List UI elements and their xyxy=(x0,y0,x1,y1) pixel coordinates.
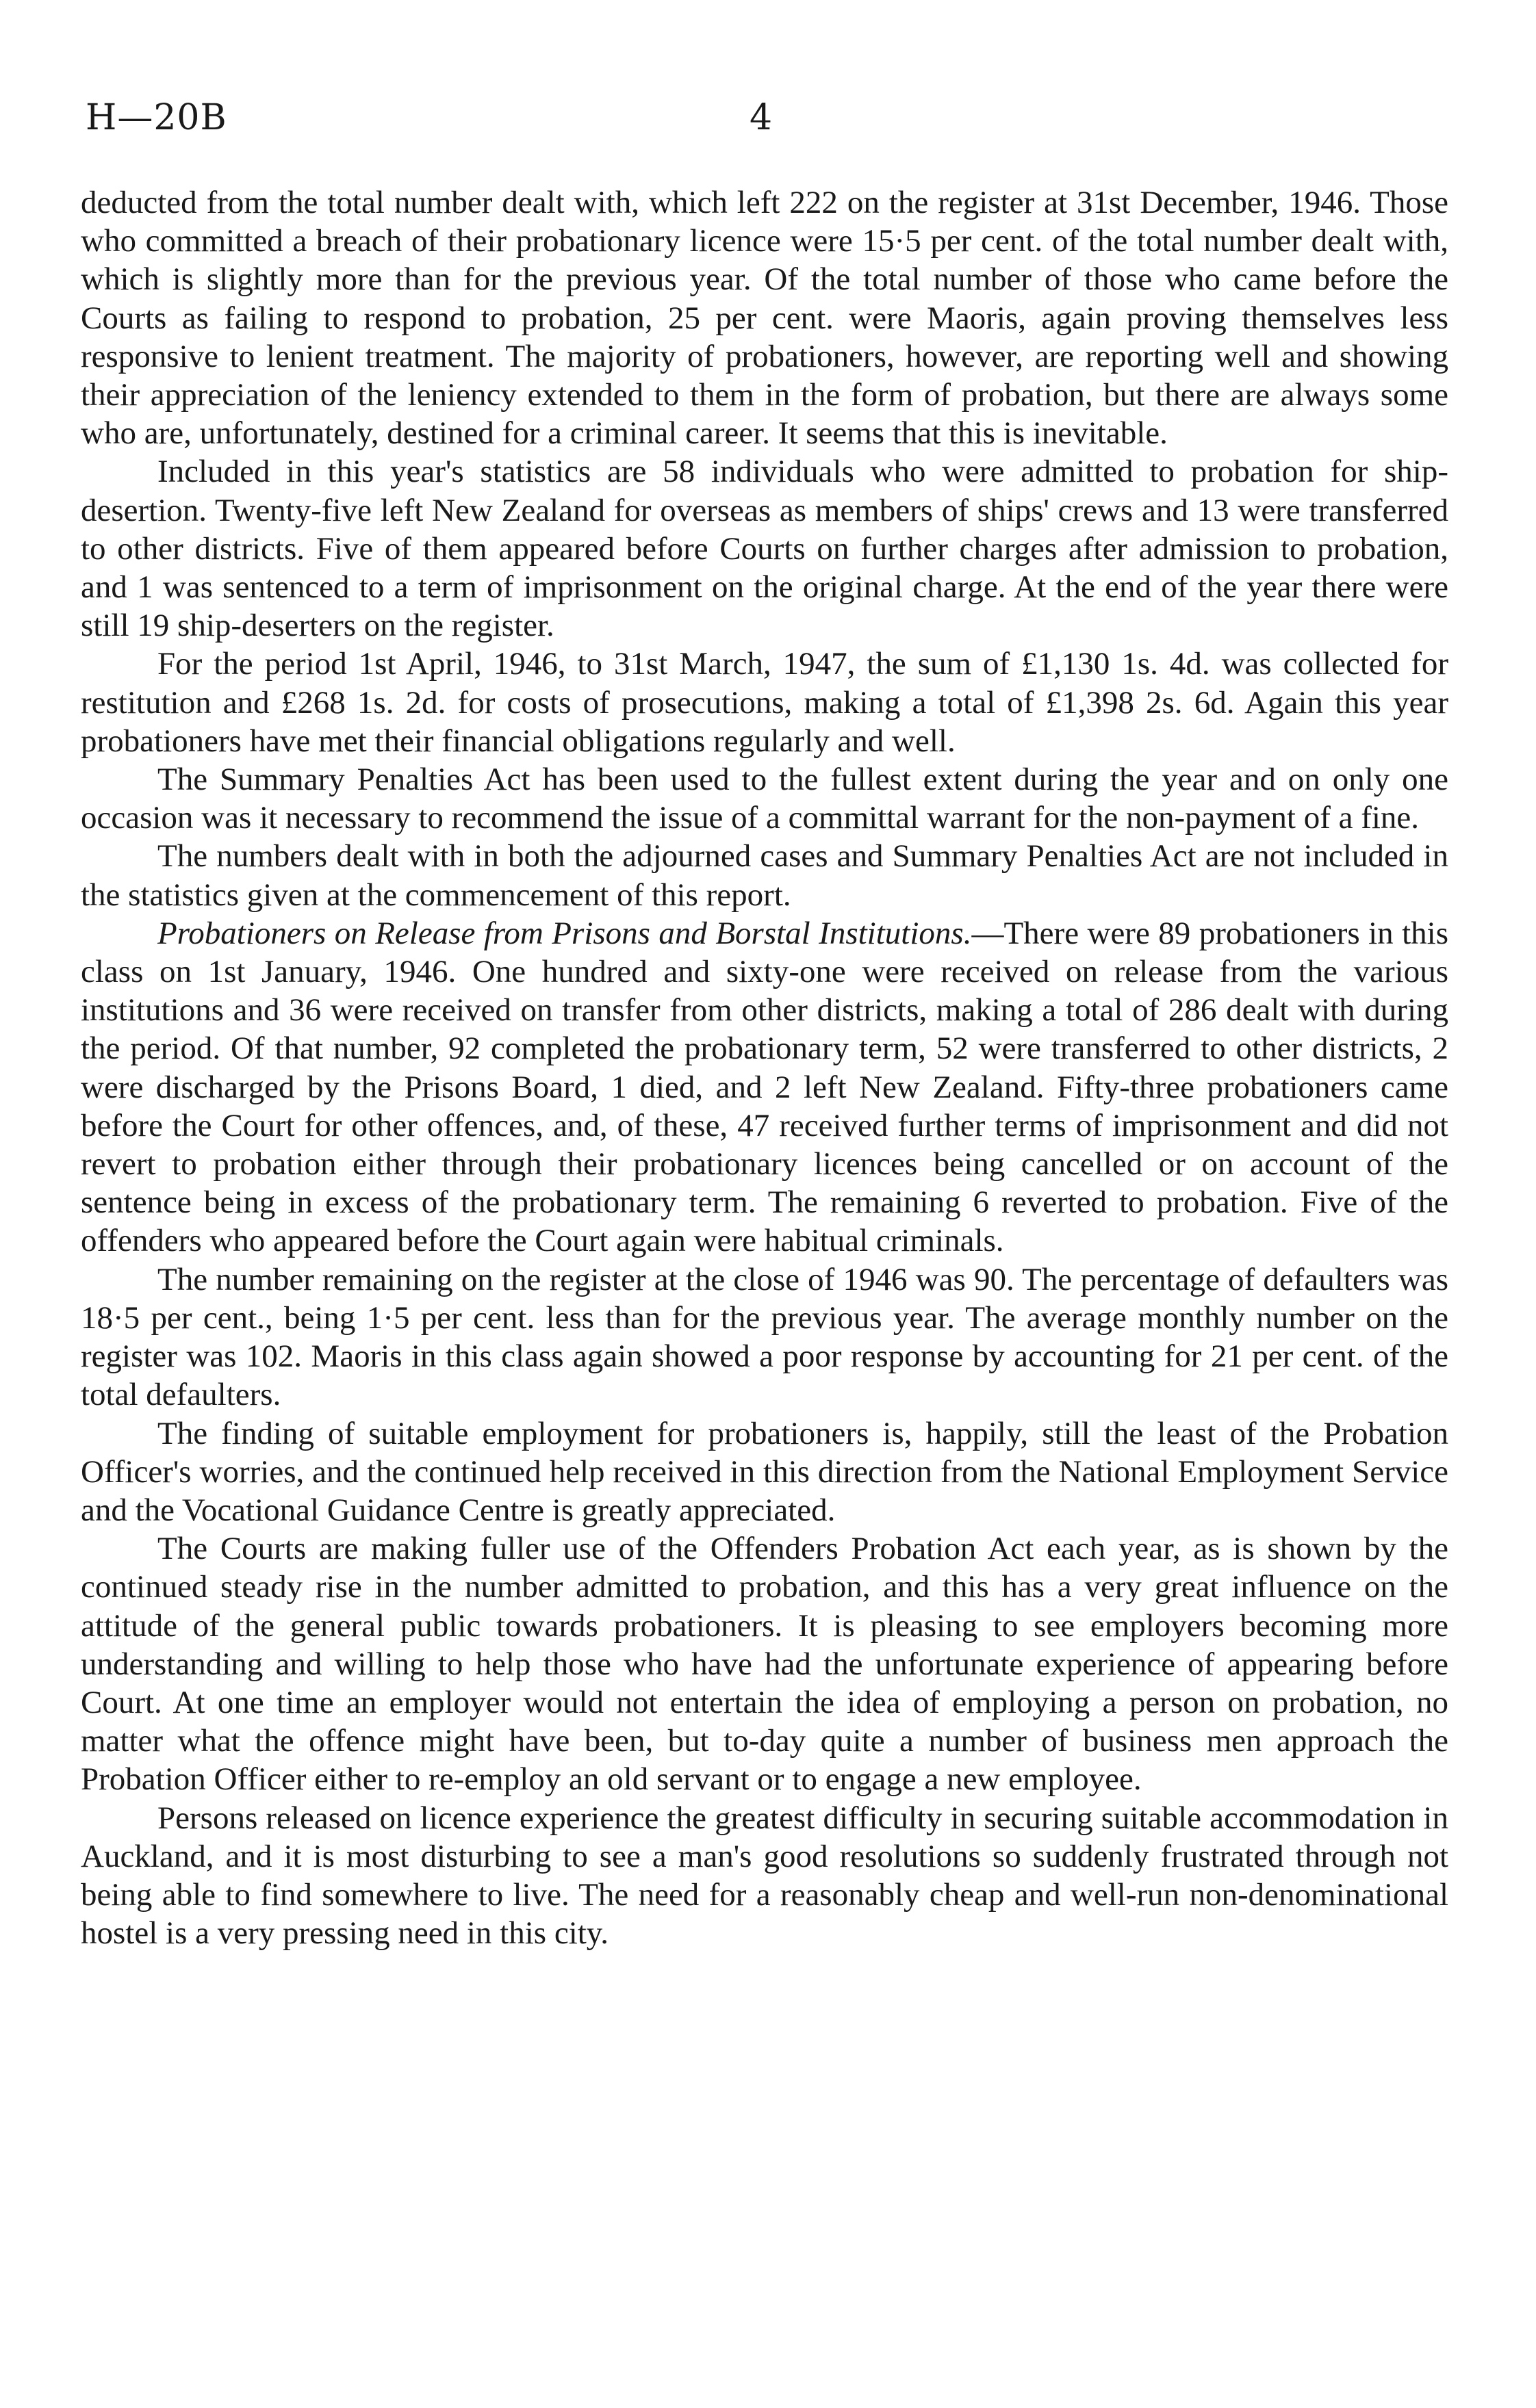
paragraph-accommodation: Persons released on licence experience the greatest difficulty in securing suitable accommodation in Auckland, and it is most disturbing to see a man's good resolutions so suddenly frustrated through not being able to find somewhere to live. The need for a reasonably cheap and well-run non-denominational hostel is a very pressing need in this city. xyxy=(81,1800,1448,1952)
page-header xyxy=(86,97,1448,145)
paragraph-ship-desertion: Included in this year's statistics are 58 individuals who were admitted to probation for ship-desertion. Twenty-five left New Zealand for overseas as members of ships' crews and 13 were transferred to other districts. Five of them appeared before Courts on further charges after admission to probation, and 1 was sentenced to a term of imprisonment on the original charge. At the end of the year there were still 19 ship-deserters on the register. xyxy=(81,454,1448,644)
report-body xyxy=(81,183,1448,1952)
paragraph-employment: The finding of suitable employment for probationers is, happily, still the least of the Probation Officer's worries, and the continued help received in this direction from the National Employment Service and the Vocational Guidance Centre is greatly appreciated. xyxy=(81,1415,1448,1528)
page-number: 4 xyxy=(750,97,773,138)
paragraph-statistics-note: The numbers dealt with in both the adjourned cases and Summary Penalties Act are not included in the statistics given at the commencement of this report. xyxy=(81,838,1448,913)
paragraph-continuation: deducted from the total number dealt with, which left 222 on the register at 31st December, 1946. Those who committed a breach of their probationary licence were 15·5 per cent. of the total number dealt with, which is slightly more than for the previous year. Of the total number of those who came before the Courts as failing to respond to probation, 25 per cent. were Maoris, again proving themselves less responsive to lenient treatment. The majority of probationers, however, are reporting well and showing their appreciation of the leniency extended to them in the form of probation, but there are always some who are, unfortunately, destined for a criminal career. It seems that this is inevitable. xyxy=(81,185,1448,452)
release-section-text: —There were 89 probationers in this class on 1st January, 1946. One hundred and sixty-one were received on release from the various institutions and 36 were received on transfer from other districts, making a total of 286 dealt with during the period. Of that number, 92 completed the probationary term, 52 were transferred to other districts, 2 were discharged by the Prisons Board, 1 died, and 2 left New Zealand. Fifty-three probationers came before the Court for other offences, and, of these, 47 received further terms of imprisonment and did not revert to probation either through their probationary licences being cancelled or on account of the sentence being in excess of the probationary term. The remaining 6 reverted to probation. Five of the offenders who appeared before the Court again were habitual criminals. xyxy=(81,915,1449,1259)
section-heading-release: Probationers on Release from Prisons and Borstal Institutions. xyxy=(157,915,972,951)
paragraph-courts-usage: The Courts are making fuller use of the Offenders Probation Act each year, as is shown by the continued steady rise in the number admitted to probation, and this has a very great influence on the attitude of the general public towards probationers. It is pleasing to see employers becoming more understanding and willing to help those who have had the unfortunate experience of appearing before Court. At one time an employer would not entertain the idea of employing a person on probation, no matter what the offence might have been, but to-day quite a number of business men approach the Probation Officer either to re-employ an old servant or to engage a new employee. xyxy=(81,1531,1448,1798)
paragraph-summary-penalties: The Summary Penalties Act has been used to the fullest extent during the year and on only one occasion was it necessary to recommend the issue of a committal warrant for the non-payment of a fine. xyxy=(81,762,1448,836)
paragraph-register-close: The number remaining on the register at the close of 1946 was 90. The percentage of defaulters was 18·5 per cent., being 1·5 per cent. less than for the previous year. The average monthly number on the register was 102. Maoris in this class again showed a poor response by accounting for 21 per cent. of the total defaulters. xyxy=(81,1261,1448,1413)
paragraph-release-section xyxy=(81,914,1448,1260)
paragraph-restitution: For the period 1st April, 1946, to 31st March, 1947, the sum of £1,130 1s. 4d. was collected for restitution and £268 1s. 2d. for costs of prosecutions, making a total of £1,398 2s. 6d. Again this year probationers have met their financial obligations regularly and well. xyxy=(81,646,1448,759)
document-code: H—20B xyxy=(86,97,227,138)
